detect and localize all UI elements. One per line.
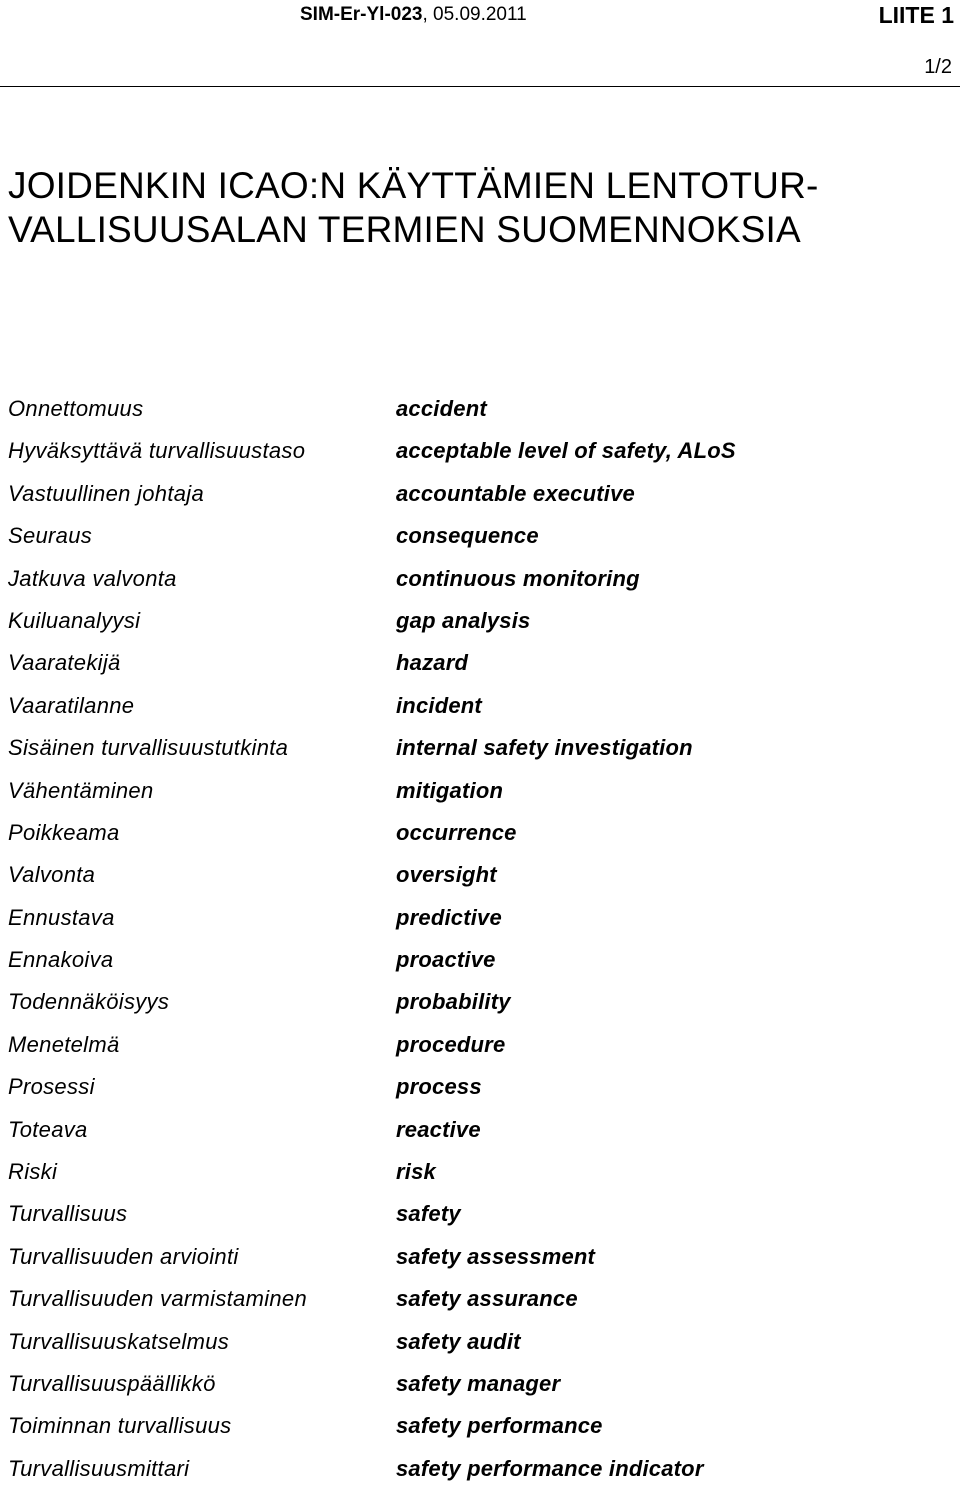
term-row [8, 981, 948, 1023]
finnish-term: Todennäköisyys [8, 989, 170, 1015]
term-row [8, 1193, 948, 1235]
english-term: probability [396, 989, 511, 1015]
english-term: incident [396, 692, 482, 718]
term-row [8, 854, 948, 896]
document-date: , 05.09.2011 [422, 4, 527, 25]
english-term: hazard [396, 650, 469, 676]
english-term: safety audit [396, 1328, 521, 1354]
term-row [8, 515, 948, 557]
term-row [8, 812, 948, 854]
term-row [8, 1405, 948, 1447]
term-row [8, 1321, 948, 1363]
document-title [8, 164, 938, 252]
term-row [8, 600, 948, 642]
term-row [8, 430, 948, 472]
term-row [8, 1448, 948, 1490]
english-term: acceptable level of safety, ALoS [396, 438, 736, 464]
english-term: safety performance indicator [396, 1455, 704, 1481]
finnish-term: Seuraus [8, 523, 93, 549]
finnish-term: Prosessi [8, 1074, 95, 1100]
finnish-term: Vähentäminen [8, 777, 154, 803]
finnish-term: Vastuullinen johtaja [8, 480, 204, 506]
english-term: safety assurance [396, 1286, 578, 1312]
finnish-term: Vaaratilanne [8, 692, 135, 718]
english-term: consequence [396, 523, 539, 549]
finnish-term: Valvonta [8, 862, 96, 888]
finnish-term: Turvallisuuskatselmus [8, 1328, 230, 1354]
finnish-term: Kuiluanalyysi [8, 607, 141, 633]
english-term: safety assessment [396, 1243, 596, 1269]
english-term: procedure [396, 1031, 506, 1057]
term-row [8, 685, 948, 727]
finnish-term: Turvallisuuspäällikkö [8, 1370, 216, 1396]
appendix-label: LIITE 1 [878, 2, 954, 28]
english-term: process [396, 1074, 482, 1100]
finnish-term: Sisäinen turvallisuustutkinta [8, 735, 289, 761]
term-row [8, 558, 948, 600]
title-line-1: JOIDENKIN ICAO:N KÄYTTÄMIEN LENTOTUR- [8, 165, 819, 206]
document-reference [300, 4, 527, 26]
term-row [8, 770, 948, 812]
english-term: accident [396, 396, 487, 421]
english-term: reactive [396, 1116, 481, 1142]
term-row [8, 1109, 948, 1151]
english-term: continuous monitoring [396, 565, 640, 591]
english-term: oversight [396, 862, 497, 888]
title-line-2: VALLISUUSALAN TERMIEN SUOMENNOKSIA [8, 209, 801, 250]
finnish-term: Turvallisuuden varmistaminen [8, 1286, 307, 1312]
finnish-term: Turvallisuuden arviointi [8, 1243, 239, 1269]
finnish-term: Ennustava [8, 904, 115, 930]
finnish-term: Menetelmä [8, 1031, 120, 1057]
english-term: safety manager [396, 1370, 561, 1396]
term-row [8, 1066, 948, 1108]
english-term: safety performance [396, 1413, 603, 1439]
term-row [8, 939, 948, 981]
english-term: mitigation [396, 777, 504, 803]
term-row [8, 1024, 948, 1066]
term-row [8, 1278, 948, 1320]
header-divider [0, 86, 960, 87]
term-row [8, 727, 948, 769]
document-code: SIM-Er-Yl-023 [300, 4, 423, 25]
finnish-term: Hyväksyttävä turvallisuustaso [8, 438, 306, 464]
finnish-term: Turvallisuusmittari [8, 1455, 190, 1481]
term-row [8, 473, 948, 515]
term-list [8, 388, 948, 1490]
english-term: risk [396, 1159, 436, 1185]
term-row [8, 1151, 948, 1193]
finnish-term: Toteava [8, 1116, 88, 1142]
finnish-term: Vaaratekijä [8, 650, 121, 676]
english-term: safety [396, 1201, 461, 1227]
english-term: proactive [396, 947, 496, 973]
finnish-term: Toiminnan turvallisuus [8, 1413, 232, 1439]
english-term: accountable executive [396, 480, 635, 506]
english-term: occurrence [396, 819, 517, 845]
english-term: predictive [396, 904, 502, 930]
term-row [8, 388, 948, 430]
term-row [8, 642, 948, 684]
finnish-term: Poikkeama [8, 819, 120, 845]
finnish-term: Onnettomuus [8, 396, 144, 421]
term-row [8, 1236, 948, 1278]
page-number: 1/2 [924, 56, 952, 78]
finnish-term: Ennakoiva [8, 947, 114, 973]
term-row [8, 897, 948, 939]
finnish-term: Turvallisuus [8, 1201, 128, 1227]
english-term: gap analysis [396, 607, 531, 633]
english-term: internal safety investigation [396, 735, 693, 761]
finnish-term: Jatkuva valvonta [8, 565, 177, 591]
term-row [8, 1363, 948, 1405]
finnish-term: Riski [8, 1159, 58, 1185]
